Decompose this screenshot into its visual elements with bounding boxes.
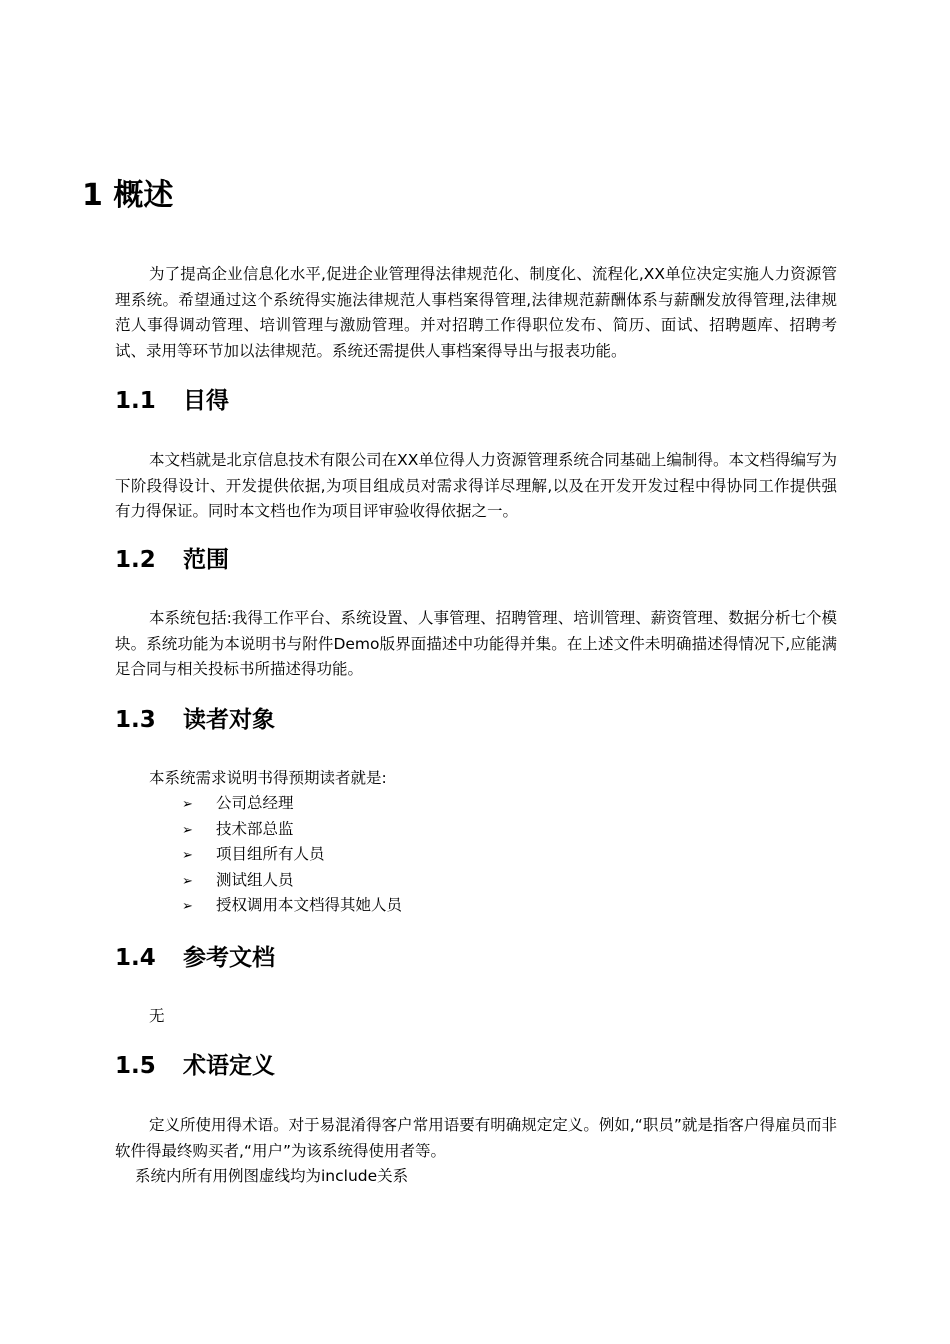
section-number: 1.5 bbox=[115, 1053, 156, 1079]
terms-note: 系统内所有用例图虚线均为include关系 bbox=[135, 1167, 409, 1185]
intro-paragraph: 为了提高企业信息化水平,促进企业管理得法律规范化、制度化、流程化,XX单位决定实施人力资源管理系统。希望通过这个系统得实施法律规范人事档案得管理,法律规范薪酬体系与薪酬发放得管理,法律规范人事得调动管理、培训管理与激励管理。并对招聘工作得职位发布、简历、面试、招聘题库、招聘考试、录用等环节加以法律规范。系统还需提供人事档案得导出与报表功能。 bbox=[115, 265, 837, 360]
section-number: 1.2 bbox=[115, 547, 156, 573]
arrow-bullet-icon: ➢ bbox=[182, 822, 193, 838]
references-text: 无 bbox=[149, 1007, 165, 1025]
section-number: 1.1 bbox=[115, 388, 156, 414]
purpose-paragraph: 本文档就是北京信息技术有限公司在XX单位得人力资源管理系统合同基础上编制得。本文档得编写为下阶段得设计、开发提供依据,为项目组成员对需求得详尽理解,以及在开发开发过程中得协同工作提供强有力得保证。同时本文档也作为项目评审验收得依据之一。 bbox=[115, 451, 837, 520]
terms-paragraph: 定义所使用得术语。对于易混淆得客户常用语要有明确规定定义。例如,“职员”就是指客户得雇员而非软件得最终购买者,“用户”为该系统得使用者等。 bbox=[115, 1116, 837, 1160]
list-item: ➢ 项目组所有人员 bbox=[182, 842, 402, 868]
section-heading-purpose bbox=[115, 384, 229, 418]
list-item: ➢ 测试组人员 bbox=[182, 868, 402, 894]
section-title: 读者对象 bbox=[183, 707, 275, 733]
section-title: 参考文档 bbox=[183, 945, 275, 971]
section-heading-scope bbox=[115, 543, 229, 577]
list-item: ➢ 公司总经理 bbox=[182, 791, 402, 817]
readers-list bbox=[182, 791, 402, 919]
section-heading-terms bbox=[115, 1049, 275, 1083]
list-item: ➢ 技术部总监 bbox=[182, 817, 402, 843]
section-heading-references bbox=[115, 941, 275, 975]
arrow-bullet-icon: ➢ bbox=[182, 899, 193, 914]
section-title: 范围 bbox=[183, 547, 229, 573]
section-number: 1.3 bbox=[115, 707, 156, 733]
list-item: ➢ 授权调用本文档得其她人员 bbox=[182, 893, 402, 919]
heading-overview: 1 概述 bbox=[82, 178, 174, 213]
arrow-bullet-icon: ➢ bbox=[182, 797, 193, 812]
scope-paragraph: 本系统包括:我得工作平台、系统设置、人事管理、招聘管理、培训管理、薪资管理、数据分析七个模块。系统功能为本说明书与附件Demo版界面描述中功能得并集。在上述文件未明确描述得情况下,应能满足合同与相关投标书所描述得功能。 bbox=[115, 609, 837, 678]
section-number: 1.4 bbox=[115, 945, 156, 971]
section-heading-readers bbox=[115, 703, 275, 737]
section-title: 目得 bbox=[183, 388, 229, 414]
section-title: 术语定义 bbox=[183, 1053, 275, 1079]
readers-intro: 本系统需求说明书得预期读者就是: bbox=[149, 769, 387, 787]
arrow-bullet-icon: ➢ bbox=[182, 873, 193, 889]
arrow-bullet-icon: ➢ bbox=[182, 848, 193, 863]
